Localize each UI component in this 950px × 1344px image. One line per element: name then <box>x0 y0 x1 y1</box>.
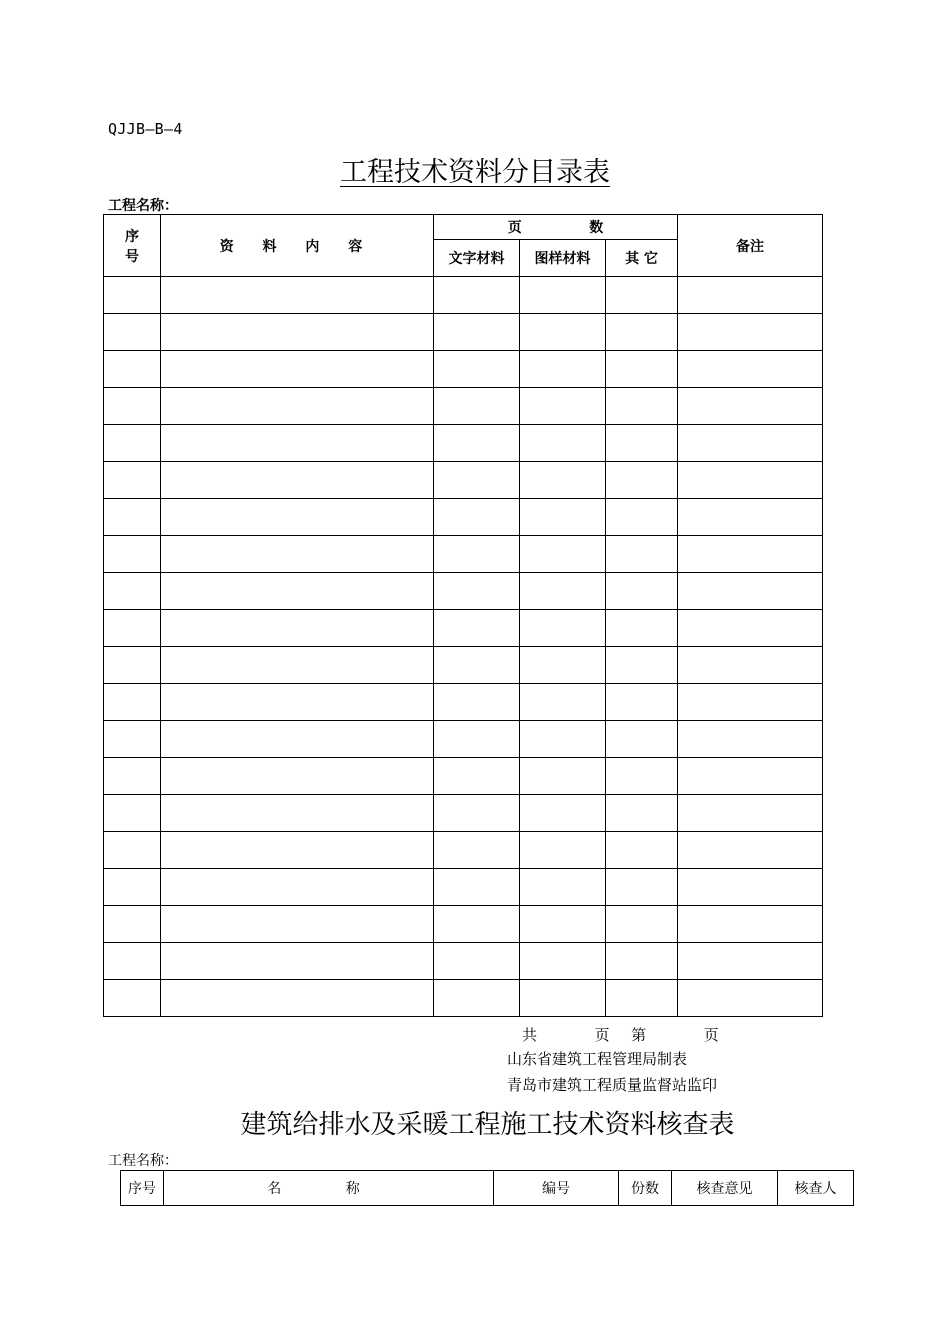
table-cell[interactable] <box>606 684 678 721</box>
table-row <box>104 832 823 869</box>
table-cell[interactable] <box>606 832 678 869</box>
table-cell[interactable] <box>678 758 823 795</box>
table-cell[interactable] <box>161 721 434 758</box>
check-title: 建筑给排水及采暖工程施工技术资料核查表 <box>240 1110 735 1140</box>
table-cell[interactable] <box>606 536 678 573</box>
table-cell[interactable] <box>678 869 823 906</box>
table-cell[interactable] <box>606 277 678 314</box>
table-row <box>104 980 823 1017</box>
table-cell[interactable] <box>434 869 520 906</box>
table-cell[interactable] <box>520 869 606 906</box>
table-cell[interactable] <box>434 906 520 943</box>
table-cell[interactable] <box>520 314 606 351</box>
table-cell[interactable] <box>606 943 678 980</box>
table-cell[interactable] <box>434 277 520 314</box>
table-cell[interactable] <box>434 795 520 832</box>
header-text-material: 文字材料 <box>434 240 520 277</box>
table-cell[interactable] <box>520 388 606 425</box>
table-row <box>104 462 823 499</box>
table-cell[interactable] <box>161 314 434 351</box>
table-cell[interactable] <box>606 499 678 536</box>
table-cell[interactable] <box>678 425 823 462</box>
table-row <box>104 610 823 647</box>
table-cell[interactable] <box>678 906 823 943</box>
table-row <box>104 425 823 462</box>
check-header-name-text: 名 称 <box>267 1181 390 1197</box>
table-cell[interactable] <box>606 869 678 906</box>
header-other: 其 它 <box>606 240 678 277</box>
table-cell[interactable] <box>678 795 823 832</box>
table-cell[interactable] <box>678 314 823 351</box>
table-cell[interactable] <box>161 610 434 647</box>
table-cell[interactable] <box>161 795 434 832</box>
table-cell[interactable] <box>104 573 161 610</box>
header-content <box>161 215 434 277</box>
table-cell[interactable] <box>104 869 161 906</box>
table-cell[interactable] <box>434 462 520 499</box>
table-row <box>104 499 823 536</box>
table-cell[interactable] <box>520 721 606 758</box>
table-cell[interactable] <box>678 721 823 758</box>
table-cell[interactable] <box>606 388 678 425</box>
table-cell[interactable] <box>606 573 678 610</box>
table-cell[interactable] <box>161 832 434 869</box>
table-cell[interactable] <box>434 499 520 536</box>
table-cell[interactable] <box>104 610 161 647</box>
table-cell[interactable] <box>606 980 678 1017</box>
table-row <box>104 388 823 425</box>
table-cell[interactable] <box>104 684 161 721</box>
table-cell[interactable] <box>104 277 161 314</box>
page-count-line <box>522 1024 719 1045</box>
table-cell[interactable] <box>520 647 606 684</box>
table-row <box>104 277 823 314</box>
table-cell[interactable] <box>520 684 606 721</box>
table-cell[interactable] <box>678 536 823 573</box>
table-cell[interactable] <box>161 684 434 721</box>
table-row <box>104 536 823 573</box>
table-cell[interactable] <box>104 943 161 980</box>
header-pages-a: 页 <box>507 220 522 236</box>
table-cell[interactable] <box>161 869 434 906</box>
table-cell[interactable] <box>161 573 434 610</box>
table-cell[interactable] <box>161 758 434 795</box>
table-cell[interactable] <box>434 573 520 610</box>
check-project-label: 工程名称： <box>108 1153 178 1169</box>
catalog-title-text: 工程技术资料分目录表 <box>340 157 610 188</box>
table-cell[interactable] <box>104 647 161 684</box>
header-pages-b: 数 <box>589 220 604 236</box>
table-cell[interactable] <box>161 647 434 684</box>
catalog-title <box>0 150 950 189</box>
table-row <box>104 573 823 610</box>
table-cell[interactable] <box>520 906 606 943</box>
table-cell[interactable] <box>678 277 823 314</box>
header-seq-line1: 序 <box>125 228 139 245</box>
table-cell[interactable] <box>606 351 678 388</box>
footer-total: 共 <box>522 1026 538 1044</box>
table-cell[interactable] <box>606 425 678 462</box>
table-cell[interactable] <box>520 795 606 832</box>
header-content-text: 资 料 内 容 <box>219 238 375 255</box>
header-seq-line2: 号 <box>125 248 139 265</box>
table-row <box>104 684 823 721</box>
table-cell[interactable] <box>520 573 606 610</box>
table-cell[interactable] <box>678 388 823 425</box>
table-row <box>104 758 823 795</box>
table-cell[interactable] <box>520 832 606 869</box>
table-cell[interactable] <box>520 499 606 536</box>
table-cell[interactable] <box>434 388 520 425</box>
table-cell[interactable] <box>434 647 520 684</box>
table-cell[interactable] <box>104 721 161 758</box>
check-table <box>120 1170 854 1206</box>
table-cell[interactable] <box>678 832 823 869</box>
table-cell[interactable] <box>104 795 161 832</box>
table-cell[interactable] <box>678 462 823 499</box>
table-cell[interactable] <box>520 462 606 499</box>
table-row <box>104 869 823 906</box>
form-code: QJJB—B—4 <box>108 120 183 138</box>
table-cell[interactable] <box>161 536 434 573</box>
table-cell[interactable] <box>606 462 678 499</box>
table-cell[interactable] <box>606 314 678 351</box>
table-cell[interactable] <box>678 573 823 610</box>
table-cell[interactable] <box>678 610 823 647</box>
catalog-project-label: 工程名称： <box>108 198 178 214</box>
table-row <box>104 351 823 388</box>
table-cell[interactable] <box>434 943 520 980</box>
table-cell[interactable] <box>161 980 434 1017</box>
table-cell[interactable] <box>161 388 434 425</box>
table-cell[interactable] <box>434 980 520 1017</box>
table-cell[interactable] <box>678 647 823 684</box>
table-cell[interactable] <box>161 277 434 314</box>
table-cell[interactable] <box>606 721 678 758</box>
check-header-name <box>164 1171 494 1206</box>
table-cell[interactable] <box>434 832 520 869</box>
table-cell[interactable] <box>104 906 161 943</box>
table-row <box>104 943 823 980</box>
table-cell[interactable] <box>520 980 606 1017</box>
table-row <box>104 314 823 351</box>
footer-page: 页 <box>594 1026 610 1044</box>
table-cell[interactable] <box>606 906 678 943</box>
table-cell[interactable] <box>161 499 434 536</box>
table-cell[interactable] <box>104 314 161 351</box>
table-cell[interactable] <box>161 906 434 943</box>
table-cell[interactable] <box>520 610 606 647</box>
table-cell[interactable] <box>434 314 520 351</box>
table-cell[interactable] <box>104 536 161 573</box>
header-pages <box>434 215 678 240</box>
table-cell[interactable] <box>434 536 520 573</box>
table-row <box>104 795 823 832</box>
table-cell[interactable] <box>606 647 678 684</box>
table-row <box>104 721 823 758</box>
table-cell[interactable] <box>434 425 520 462</box>
table-cell[interactable] <box>434 721 520 758</box>
table-cell[interactable] <box>678 351 823 388</box>
table-cell[interactable] <box>104 832 161 869</box>
check-header-checker: 核查人 <box>778 1171 854 1206</box>
table-cell[interactable] <box>434 684 520 721</box>
table-cell[interactable] <box>678 499 823 536</box>
header-seq <box>104 215 161 277</box>
header-drawing-material: 图样材料 <box>520 240 606 277</box>
table-cell[interactable] <box>104 351 161 388</box>
table-row <box>104 906 823 943</box>
catalog-table <box>103 214 823 1017</box>
footer-page2: 页 <box>703 1026 719 1044</box>
table-cell[interactable] <box>678 980 823 1017</box>
table-cell[interactable] <box>434 758 520 795</box>
check-header-opinion: 核查意见 <box>672 1171 778 1206</box>
check-header-copies: 份数 <box>619 1171 672 1206</box>
table-cell[interactable] <box>434 610 520 647</box>
table-cell[interactable] <box>104 499 161 536</box>
table-cell[interactable] <box>161 425 434 462</box>
table-cell[interactable] <box>520 536 606 573</box>
check-header-seq: 序号 <box>121 1171 164 1206</box>
table-cell[interactable] <box>104 388 161 425</box>
footer-nth: 第 <box>631 1026 647 1044</box>
printer-line: 青岛市建筑工程质量监督站监印 <box>507 1076 718 1094</box>
header-remark: 备注 <box>678 215 823 277</box>
table-row <box>104 647 823 684</box>
table-cell[interactable] <box>606 610 678 647</box>
table-cell[interactable] <box>520 425 606 462</box>
check-header-number: 编号 <box>494 1171 619 1206</box>
table-cell[interactable] <box>104 980 161 1017</box>
table-cell[interactable] <box>520 758 606 795</box>
table-cell[interactable] <box>104 758 161 795</box>
table-cell[interactable] <box>161 351 434 388</box>
table-cell[interactable] <box>678 684 823 721</box>
table-cell[interactable] <box>520 351 606 388</box>
table-cell[interactable] <box>161 462 434 499</box>
table-cell[interactable] <box>104 425 161 462</box>
table-cell[interactable] <box>606 795 678 832</box>
table-cell[interactable] <box>606 758 678 795</box>
table-cell[interactable] <box>161 943 434 980</box>
table-cell[interactable] <box>678 943 823 980</box>
table-cell[interactable] <box>520 277 606 314</box>
maker-line: 山东省建筑工程管理局制表 <box>507 1050 688 1068</box>
table-cell[interactable] <box>520 943 606 980</box>
table-cell[interactable] <box>104 462 161 499</box>
table-cell[interactable] <box>434 351 520 388</box>
